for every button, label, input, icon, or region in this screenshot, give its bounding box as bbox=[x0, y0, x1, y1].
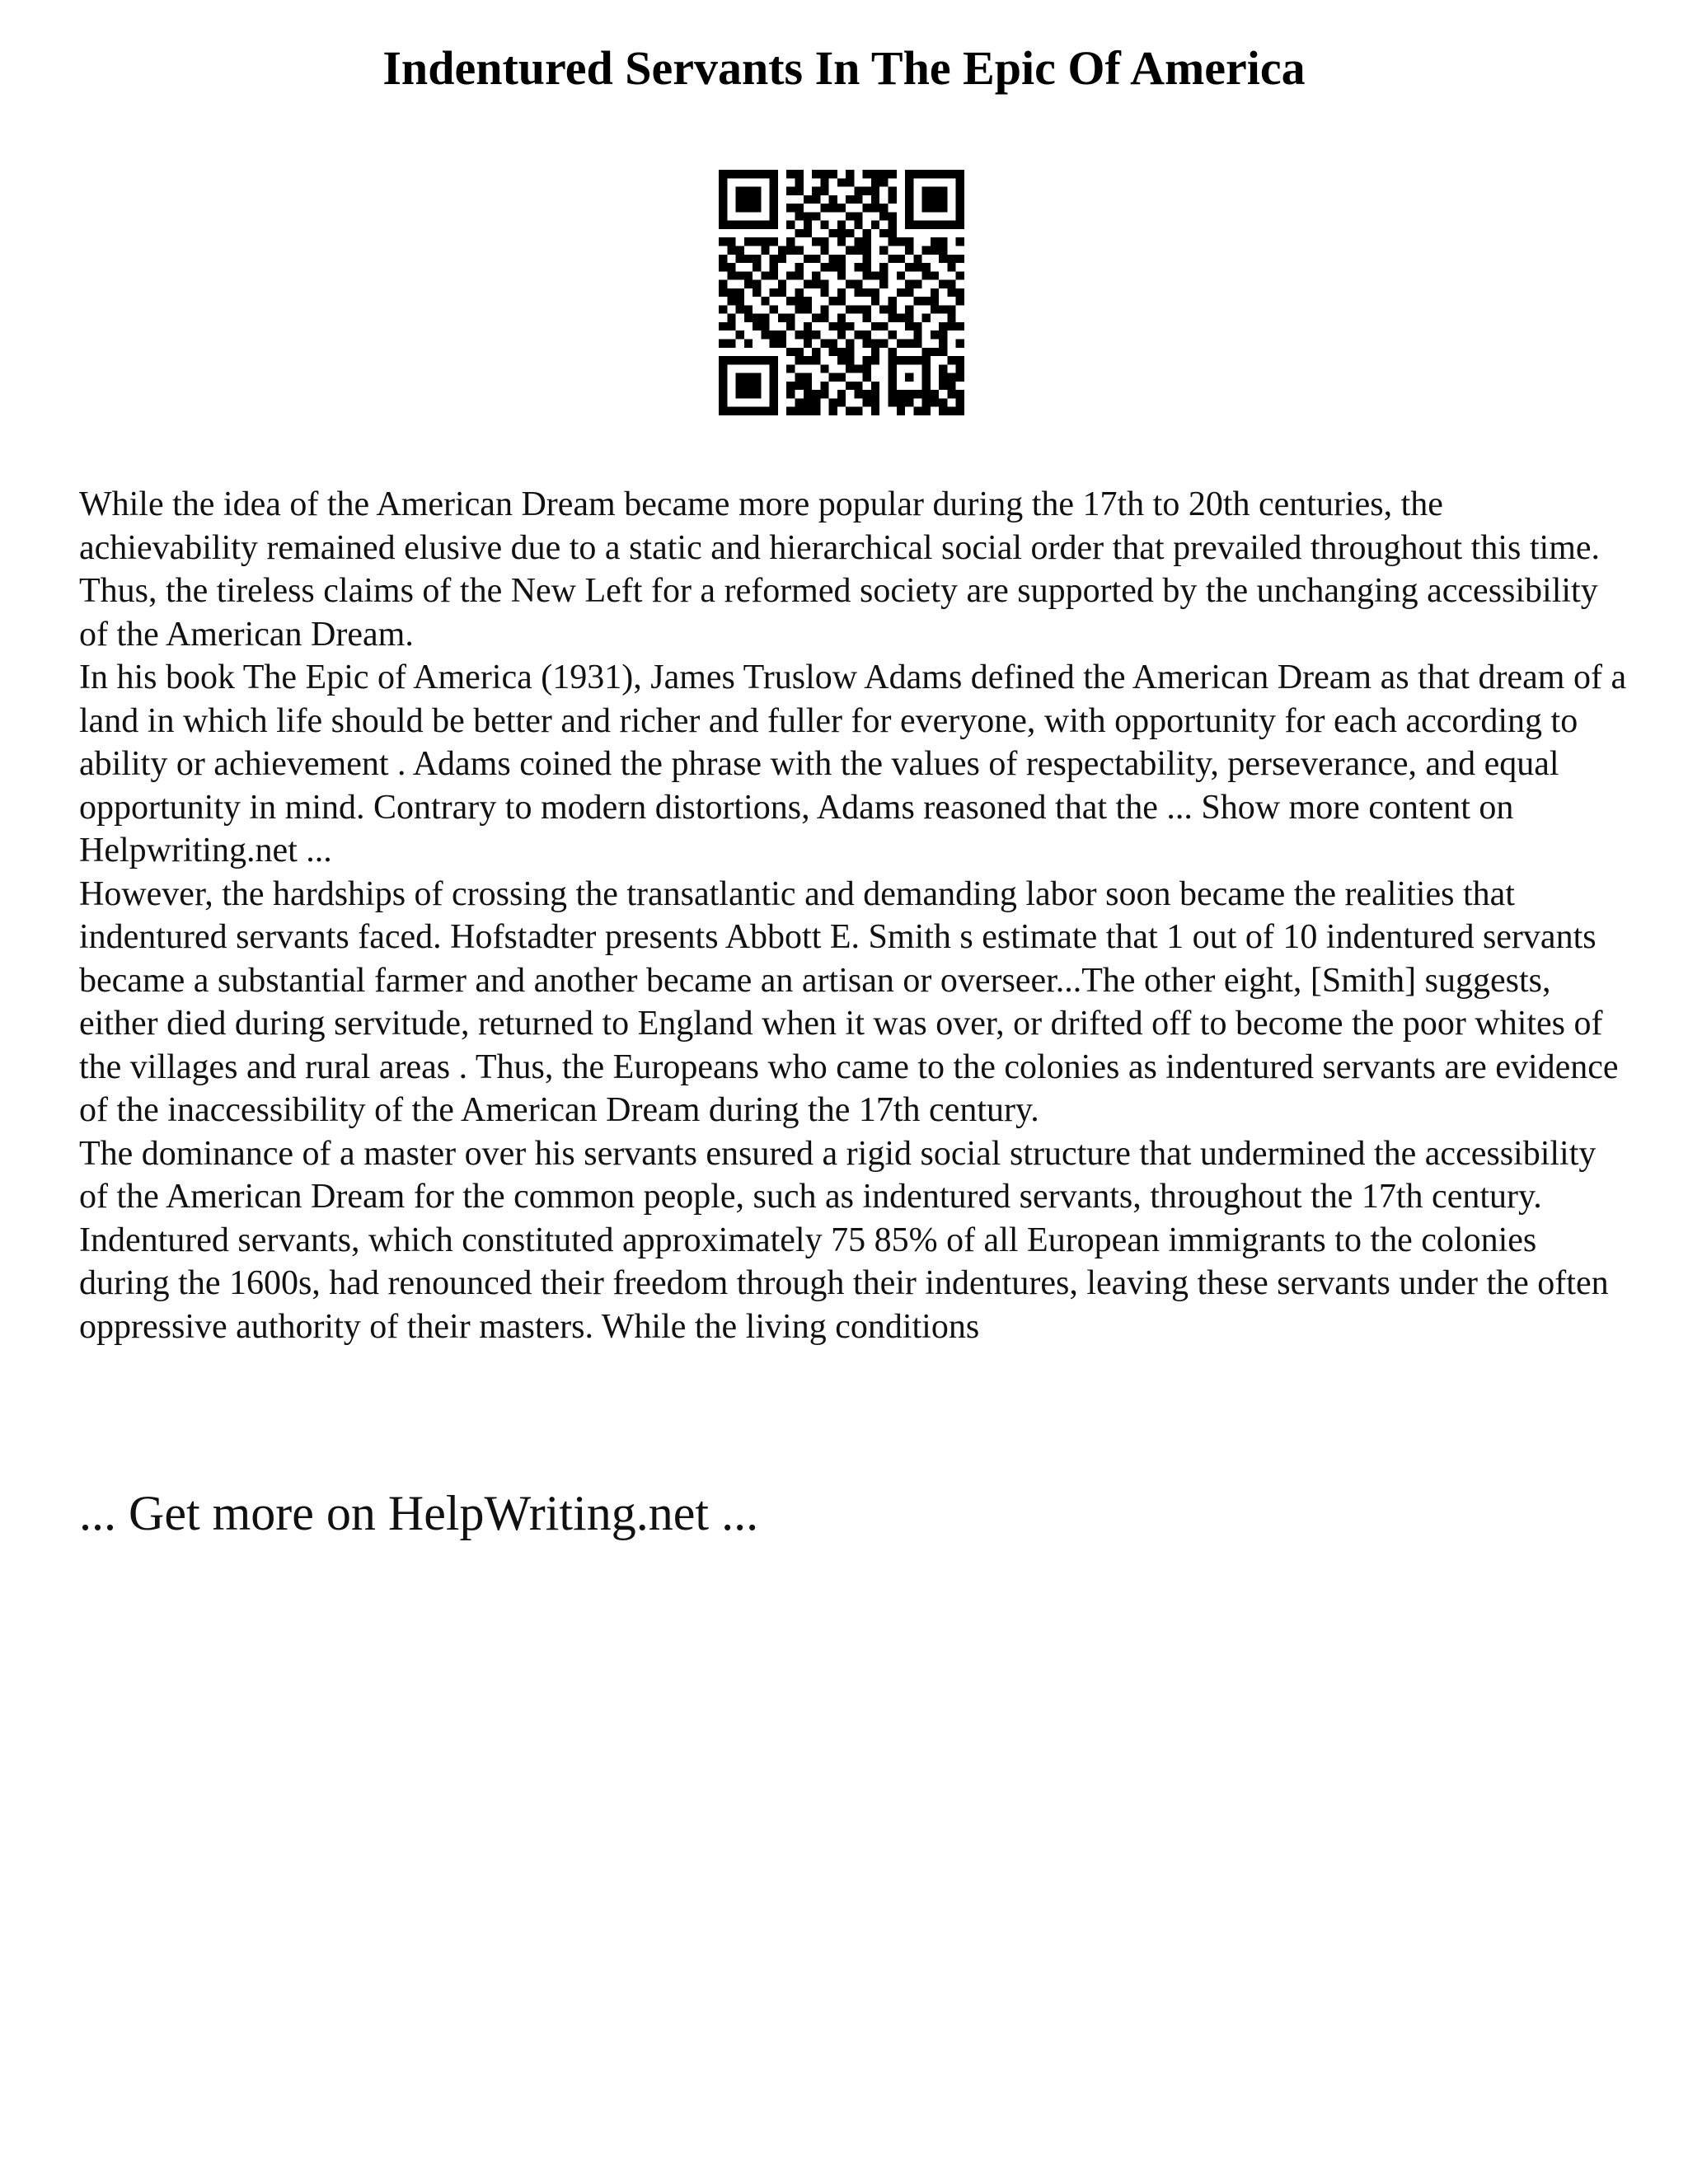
article-body bbox=[79, 483, 1629, 1348]
paragraph: In his book The Epic of America (1931), James Truslow Adams defined the American Dream as that dream of a land in which life should be better and richer and fuller for everyone, with opportunity for each according to ability or achievement . Adams coined the phrase with the values of respectability, perseverance, and equal opportunity in mind. Contrary to modern distortions, Adams reasoned that the ... Show more content on Helpwriting.net ... bbox=[79, 658, 1627, 869]
qr-code-icon[interactable] bbox=[719, 170, 964, 415]
paragraph: However, the hardships of crossing the transatlantic and demanding labor soon became the realities that indentured servants faced. Hofstadter presents Abbott E. Smith s estimate that 1 out of 10 indentured servants became a substantial farmer and another became an artisan or overseer...The other eight, [Smith] suggests, either died during servitude, returned to England when it was over, or drifted off to become the poor whites of the villages and rural areas . Thus, the Europeans who came to the colonies as indentured servants are evidence of the inaccessibility of the American Dream during the 17th century. bbox=[79, 874, 1619, 1129]
paragraph: The dominance of a master over his servants ensured a rigid social structure that undermined the accessibility of the American Dream for the common people, such as indentured servants, throughout the 17th century. Indentured servants, which constituted approximately 75 85% of all European immigrants to the colonies during the 1600s, had renounced their freedom through their indentures, leaving these servants under the often oppressive authority of their masters. While the living conditions bbox=[79, 1134, 1609, 1346]
get-more-link[interactable]: ... Get more on HelpWriting.net ... bbox=[79, 1486, 759, 1540]
document-title: Indentured Servants In The Epic Of America bbox=[382, 41, 1306, 95]
paragraph: While the idea of the American Dream became more popular during the 17th to 20th centuries, the achievability remained elusive due to a static and hierarchical social order that prevailed throughout this time. Thus, the tireless claims of the New Left for a reformed society are supported by the unchanging accessibility of the American Dream. bbox=[79, 485, 1601, 654]
